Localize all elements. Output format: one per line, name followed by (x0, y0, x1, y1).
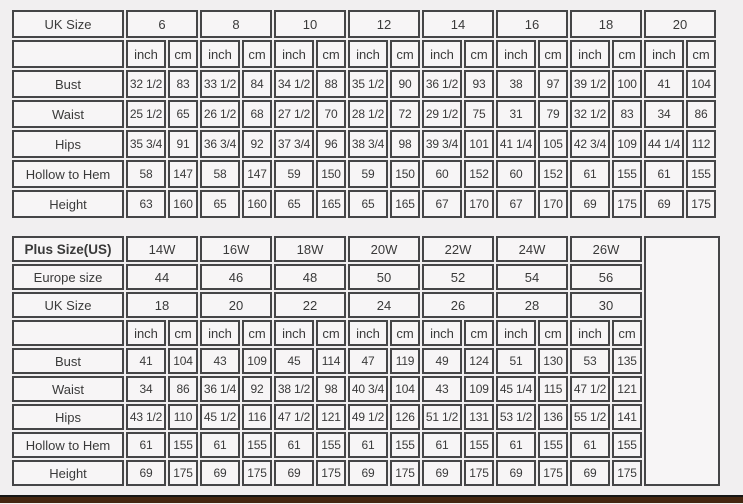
table-row (12, 10, 716, 38)
value-cell: 69 (570, 190, 610, 218)
value-cell: 79 (538, 100, 568, 128)
value-cell: 155 (538, 432, 568, 458)
value-cell: 58 (126, 160, 166, 188)
value-cell: 34 (644, 100, 684, 128)
table-row (12, 432, 720, 458)
value-cell: 61 (570, 160, 610, 188)
value-cell: 37 3/4 (274, 130, 314, 158)
value-cell: 92 (242, 130, 272, 158)
alt-size-cell: 30 (570, 292, 642, 318)
value-cell: 38 3/4 (348, 130, 388, 158)
value-cell: 84 (242, 70, 272, 98)
value-cell: 170 (464, 190, 494, 218)
value-cell: 135 (612, 348, 642, 374)
value-cell: 170 (538, 190, 568, 218)
empty-end-cell (644, 236, 720, 486)
value-cell: 75 (464, 100, 494, 128)
value-cell: 61 (644, 160, 684, 188)
value-cell: 69 (496, 460, 536, 486)
unit-inch-cell: inch (274, 40, 314, 68)
value-cell: 33 1/2 (200, 70, 240, 98)
alt-size-cell: 46 (200, 264, 272, 290)
size-header-cell: 6 (126, 10, 198, 38)
measure-row-label: Hollow to Hem (12, 432, 124, 458)
value-cell: 31 (496, 100, 536, 128)
unit-inch-cell: inch (644, 40, 684, 68)
table-row (12, 320, 720, 346)
value-cell: 63 (126, 190, 166, 218)
value-cell: 49 1/2 (348, 404, 388, 430)
size-header-cell: 20W (348, 236, 420, 262)
value-cell: 155 (316, 432, 346, 458)
corner-label-plus-size: Plus Size(US) (12, 236, 124, 262)
alt-size-cell: 24 (348, 292, 420, 318)
value-cell: 110 (168, 404, 198, 430)
value-cell: 165 (316, 190, 346, 218)
value-cell: 28 1/2 (348, 100, 388, 128)
value-cell: 91 (168, 130, 198, 158)
value-cell: 70 (316, 100, 346, 128)
value-cell: 69 (570, 460, 610, 486)
value-cell: 68 (242, 100, 272, 128)
value-cell: 147 (168, 160, 198, 188)
value-cell: 60 (496, 160, 536, 188)
value-cell: 101 (464, 130, 494, 158)
unit-inch-cell: inch (570, 40, 610, 68)
size-header-cell: 24W (496, 236, 568, 262)
value-cell: 100 (612, 70, 642, 98)
value-cell: 69 (200, 460, 240, 486)
unit-cm-cell: cm (612, 320, 642, 346)
value-cell: 121 (316, 404, 346, 430)
bottom-accent-bar (0, 495, 743, 503)
measure-row-label: Waist (12, 100, 124, 128)
unit-cm-cell: cm (242, 320, 272, 346)
value-cell: 126 (390, 404, 420, 430)
value-cell: 104 (686, 70, 716, 98)
value-cell: 109 (612, 130, 642, 158)
value-cell: 61 (274, 432, 314, 458)
value-cell: 119 (390, 348, 420, 374)
measure-row-label: Hollow to Hem (12, 160, 124, 188)
value-cell: 69 (644, 190, 684, 218)
value-cell: 61 (200, 432, 240, 458)
corner-label-uk-size: UK Size (12, 10, 124, 38)
unit-inch-cell: inch (422, 320, 462, 346)
value-cell: 155 (686, 160, 716, 188)
value-cell: 155 (464, 432, 494, 458)
unit-cm-cell: cm (390, 320, 420, 346)
value-cell: 45 1/4 (496, 376, 536, 402)
value-cell: 175 (390, 460, 420, 486)
value-cell: 175 (686, 190, 716, 218)
unit-cm-cell: cm (538, 40, 568, 68)
alt-size-cell: 54 (496, 264, 568, 290)
value-cell: 98 (316, 376, 346, 402)
value-cell: 43 (200, 348, 240, 374)
value-cell: 36 3/4 (200, 130, 240, 158)
unit-cm-cell: cm (464, 40, 494, 68)
unit-cm-cell: cm (464, 320, 494, 346)
value-cell: 41 1/4 (496, 130, 536, 158)
alt-size-cell: 56 (570, 264, 642, 290)
size-header-cell: 18W (274, 236, 346, 262)
value-cell: 86 (686, 100, 716, 128)
value-cell: 152 (464, 160, 494, 188)
uk-size-row-label: UK Size (12, 292, 124, 318)
value-cell: 112 (686, 130, 716, 158)
value-cell: 35 3/4 (126, 130, 166, 158)
value-cell: 150 (390, 160, 420, 188)
value-cell: 83 (612, 100, 642, 128)
value-cell: 121 (612, 376, 642, 402)
unit-inch-cell: inch (200, 320, 240, 346)
value-cell: 58 (200, 160, 240, 188)
table-row (12, 376, 720, 402)
alt-size-cell: 44 (126, 264, 198, 290)
value-cell: 109 (242, 348, 272, 374)
value-cell: 49 (422, 348, 462, 374)
value-cell: 69 (422, 460, 462, 486)
value-cell: 47 1/2 (274, 404, 314, 430)
value-cell: 36 1/2 (422, 70, 462, 98)
value-cell: 32 1/2 (570, 100, 610, 128)
value-cell: 83 (168, 70, 198, 98)
unit-inch-cell: inch (126, 320, 166, 346)
unit-inch-cell: inch (496, 40, 536, 68)
size-header-cell: 14 (422, 10, 494, 38)
value-cell: 175 (316, 460, 346, 486)
value-cell: 41 (644, 70, 684, 98)
value-cell: 43 (422, 376, 462, 402)
value-cell: 25 1/2 (126, 100, 166, 128)
value-cell: 97 (538, 70, 568, 98)
value-cell: 69 (126, 460, 166, 486)
unit-cm-cell: cm (316, 320, 346, 346)
table-row (12, 160, 716, 188)
value-cell: 90 (390, 70, 420, 98)
alt-size-cell: 26 (422, 292, 494, 318)
value-cell: 39 3/4 (422, 130, 462, 158)
unit-inch-cell: inch (496, 320, 536, 346)
table-row (12, 236, 720, 262)
value-cell: 155 (612, 432, 642, 458)
value-cell: 155 (242, 432, 272, 458)
value-cell: 65 (200, 190, 240, 218)
value-cell: 160 (168, 190, 198, 218)
value-cell: 51 1/2 (422, 404, 462, 430)
value-cell: 40 3/4 (348, 376, 388, 402)
value-cell: 155 (612, 160, 642, 188)
table-row (12, 460, 720, 486)
measure-row-label: Height (12, 460, 124, 486)
value-cell: 59 (348, 160, 388, 188)
value-cell: 93 (464, 70, 494, 98)
alt-size-cell: 18 (126, 292, 198, 318)
unit-cm-cell: cm (168, 40, 198, 68)
value-cell: 152 (538, 160, 568, 188)
value-cell: 41 (126, 348, 166, 374)
value-cell: 61 (348, 432, 388, 458)
uk-size-table (10, 8, 718, 220)
table-row (12, 130, 716, 158)
value-cell: 105 (538, 130, 568, 158)
unit-cm-cell: cm (242, 40, 272, 68)
value-cell: 86 (168, 376, 198, 402)
value-cell: 69 (274, 460, 314, 486)
value-cell: 98 (390, 130, 420, 158)
value-cell: 61 (570, 432, 610, 458)
value-cell: 65 (348, 190, 388, 218)
value-cell: 45 1/2 (200, 404, 240, 430)
value-cell: 38 (496, 70, 536, 98)
value-cell: 61 (496, 432, 536, 458)
unit-cm-cell: cm (390, 40, 420, 68)
measure-row-label: Hips (12, 404, 124, 430)
value-cell: 165 (390, 190, 420, 218)
value-cell: 88 (316, 70, 346, 98)
value-cell: 124 (464, 348, 494, 374)
value-cell: 61 (422, 432, 462, 458)
unit-cm-cell: cm (538, 320, 568, 346)
value-cell: 175 (464, 460, 494, 486)
value-cell: 141 (612, 404, 642, 430)
value-cell: 150 (316, 160, 346, 188)
value-cell: 175 (612, 190, 642, 218)
uk-size-table-body (12, 10, 716, 218)
unit-inch-cell: inch (348, 320, 388, 346)
value-cell: 44 1/4 (644, 130, 684, 158)
unit-inch-cell: inch (570, 320, 610, 346)
value-cell: 67 (422, 190, 462, 218)
value-cell: 39 1/2 (570, 70, 610, 98)
value-cell: 115 (538, 376, 568, 402)
unit-cm-cell: cm (686, 40, 716, 68)
measure-row-label: Waist (12, 376, 124, 402)
value-cell: 104 (390, 376, 420, 402)
value-cell: 114 (316, 348, 346, 374)
unit-inch-cell: inch (422, 40, 462, 68)
value-cell: 59 (274, 160, 314, 188)
value-cell: 104 (168, 348, 198, 374)
size-header-cell: 12 (348, 10, 420, 38)
value-cell: 175 (538, 460, 568, 486)
size-header-cell: 20 (644, 10, 716, 38)
measure-row-label: Hips (12, 130, 124, 158)
value-cell: 27 1/2 (274, 100, 314, 128)
value-cell: 45 (274, 348, 314, 374)
unit-cm-cell: cm (612, 40, 642, 68)
unit-inch-cell: inch (126, 40, 166, 68)
unit-inch-cell: inch (200, 40, 240, 68)
measure-row-label: Height (12, 190, 124, 218)
size-header-cell: 18 (570, 10, 642, 38)
value-cell: 60 (422, 160, 462, 188)
value-cell: 175 (612, 460, 642, 486)
value-cell: 55 1/2 (570, 404, 610, 430)
size-header-cell: 14W (126, 236, 198, 262)
value-cell: 36 1/4 (200, 376, 240, 402)
alt-size-cell: 20 (200, 292, 272, 318)
europe-size-row-label: Europe size (12, 264, 124, 290)
measure-row-label: Bust (12, 70, 124, 98)
alt-size-cell: 48 (274, 264, 346, 290)
value-cell: 155 (390, 432, 420, 458)
table-row (12, 190, 716, 218)
value-cell: 175 (168, 460, 198, 486)
value-cell: 53 1/2 (496, 404, 536, 430)
value-cell: 61 (126, 432, 166, 458)
value-cell: 35 1/2 (348, 70, 388, 98)
table-row (12, 70, 716, 98)
size-header-cell: 26W (570, 236, 642, 262)
size-header-cell: 22W (422, 236, 494, 262)
value-cell: 65 (274, 190, 314, 218)
value-cell: 155 (168, 432, 198, 458)
unit-inch-cell: inch (274, 320, 314, 346)
table-row (12, 348, 720, 374)
value-cell: 175 (242, 460, 272, 486)
value-cell: 32 1/2 (126, 70, 166, 98)
value-cell: 51 (496, 348, 536, 374)
value-cell: 53 (570, 348, 610, 374)
alt-size-cell: 50 (348, 264, 420, 290)
value-cell: 92 (242, 376, 272, 402)
value-cell: 131 (464, 404, 494, 430)
plus-size-table (10, 234, 722, 488)
value-cell: 47 1/2 (570, 376, 610, 402)
value-cell: 43 1/2 (126, 404, 166, 430)
size-header-cell: 16W (200, 236, 272, 262)
value-cell: 69 (348, 460, 388, 486)
alt-size-cell: 22 (274, 292, 346, 318)
alt-size-cell: 52 (422, 264, 494, 290)
table-row (12, 40, 716, 68)
empty-corner-cell (12, 40, 124, 68)
table-row (12, 100, 716, 128)
value-cell: 65 (168, 100, 198, 128)
value-cell: 130 (538, 348, 568, 374)
value-cell: 47 (348, 348, 388, 374)
size-header-cell: 8 (200, 10, 272, 38)
size-header-cell: 16 (496, 10, 568, 38)
unit-cm-cell: cm (168, 320, 198, 346)
table-row (12, 264, 720, 290)
value-cell: 109 (464, 376, 494, 402)
measure-row-label: Bust (12, 348, 124, 374)
table-row (12, 404, 720, 430)
value-cell: 42 3/4 (570, 130, 610, 158)
empty-corner-cell (12, 320, 124, 346)
value-cell: 29 1/2 (422, 100, 462, 128)
size-header-cell: 10 (274, 10, 346, 38)
value-cell: 160 (242, 190, 272, 218)
value-cell: 116 (242, 404, 272, 430)
value-cell: 34 1/2 (274, 70, 314, 98)
value-cell: 34 (126, 376, 166, 402)
value-cell: 147 (242, 160, 272, 188)
alt-size-cell: 28 (496, 292, 568, 318)
value-cell: 96 (316, 130, 346, 158)
value-cell: 67 (496, 190, 536, 218)
plus-size-table-body (12, 236, 720, 486)
unit-inch-cell: inch (348, 40, 388, 68)
value-cell: 72 (390, 100, 420, 128)
value-cell: 136 (538, 404, 568, 430)
unit-cm-cell: cm (316, 40, 346, 68)
value-cell: 38 1/2 (274, 376, 314, 402)
table-row (12, 292, 720, 318)
value-cell: 26 1/2 (200, 100, 240, 128)
